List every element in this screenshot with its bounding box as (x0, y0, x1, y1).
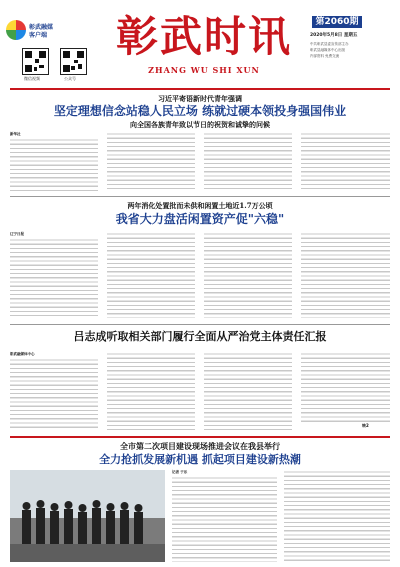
article1-col-3 (204, 132, 292, 192)
article4-col-2 (284, 470, 390, 562)
issue-date: 2020年5月8日 星期五 (310, 33, 358, 38)
article2-col-2 (107, 232, 195, 318)
qr-caption-left: 微信视频 (24, 76, 40, 81)
masthead-pinyin: ZHANG WU SHI XUN (148, 65, 260, 75)
qr-caption-right: 公众号 (64, 76, 76, 81)
article3-col-1 (10, 358, 98, 430)
article2-col-3 (204, 232, 292, 318)
article3-headline[interactable]: 吕志成听取相关部门履行全面从严治党主体责任汇报 (73, 330, 327, 343)
masthead-rule (10, 88, 390, 90)
qr-code-right[interactable] (60, 48, 87, 75)
article4-kicker: 全市第二次项目建设现场推进会议在我县举行 (120, 441, 280, 451)
qr-code-left[interactable] (22, 48, 49, 75)
divider-3 (10, 436, 390, 438)
issue-number: 第2060期 (312, 16, 362, 28)
article1-col-2 (107, 132, 195, 192)
article3-page-marker[interactable]: 转2 (362, 423, 369, 428)
article3-byline: 彰武融媒体中心 (10, 352, 35, 356)
article3-body (10, 352, 390, 430)
article4-headline[interactable]: 全力抢抓发展新机遇 抓起项目建设新热潮 (99, 453, 301, 466)
article2-col-1 (10, 238, 98, 318)
article2-col-4 (301, 232, 390, 318)
article1-col-4 (301, 132, 390, 192)
app-logo (6, 20, 26, 40)
article2-headline[interactable]: 我省大力盘活闲置资产促"六稳" (115, 212, 285, 226)
masthead-title: 彰武时讯 (115, 12, 292, 61)
article4-photo[interactable] (10, 470, 165, 562)
article1-headline[interactable]: 坚定理想信念站稳人民立场 练就过硬本领投身强国伟业 (53, 104, 347, 118)
article3-col-4 (301, 352, 390, 422)
app-label-2: 客户端 (29, 32, 48, 39)
meta-line-1: 中共彰武县委宣传部主办 (310, 42, 349, 46)
article2-body (10, 232, 390, 318)
article1-subhead: 向全国各族青年致以节日的祝贺和诚挚的问候 (130, 120, 270, 129)
divider-1 (10, 196, 390, 197)
article3-col-3 (204, 352, 292, 430)
article4-photo-scene (10, 470, 165, 562)
app-label-1: 彰武融媒 (29, 24, 54, 31)
article4-byline: 记者 于乐 (172, 470, 188, 474)
article1-body (10, 132, 390, 192)
article3-col-2 (107, 352, 195, 430)
article4-col-1 (172, 476, 277, 562)
article1-kicker: 习近平寄语新时代青年强调 (158, 94, 242, 103)
meta-line-3: 内部资料 免费交流 (310, 54, 340, 58)
article2-kicker: 两年消化处置批而未供和闲置土地近1.7万公顷 (127, 201, 273, 210)
article1-byline: 新华社 (10, 132, 21, 136)
article1-col-1 (10, 138, 98, 192)
divider-2 (10, 324, 390, 325)
article2-byline: 辽宁日报 (10, 232, 24, 236)
meta-line-2: 彰武县融媒体中心出版 (310, 48, 345, 52)
